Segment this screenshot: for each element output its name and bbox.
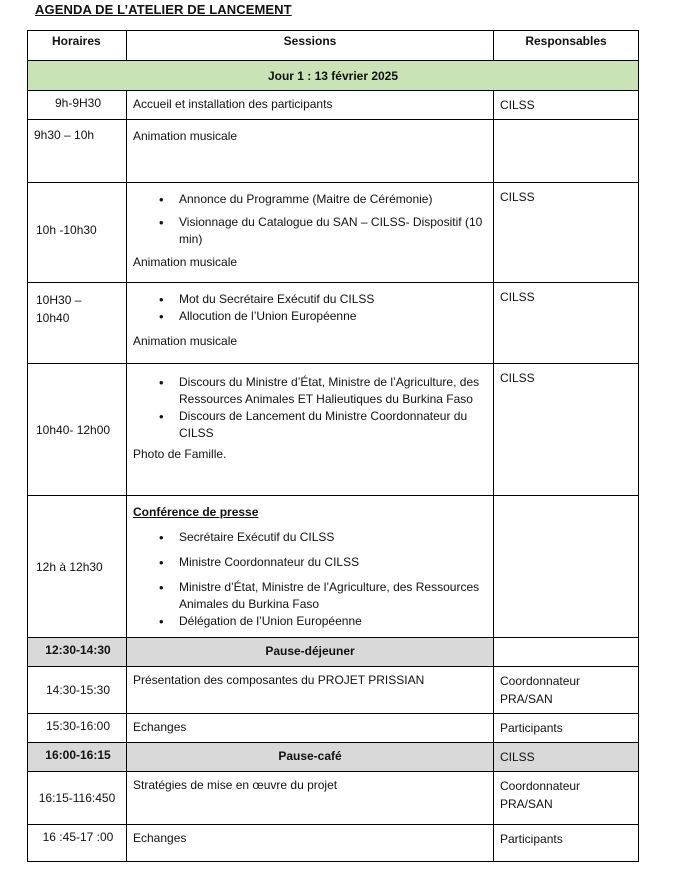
time-cell: 9h30 – 10h [28, 120, 127, 183]
table-row [28, 496, 639, 638]
session-cell: Accueil et installation des participants [127, 91, 494, 120]
time-cell: 12h à 12h30 [28, 496, 127, 638]
list-item: • Discours du Ministre d’État, Ministre de l’Agriculture, des Ressources Animales ET Halieutiques du Burkina Faso [179, 374, 487, 408]
session-cell: Présentation des composantes du PROJET PRISSIAN [127, 667, 494, 714]
time-cell: 10H30 – 10h40 [28, 283, 127, 364]
time-cell: 10h40- 12h00 [28, 364, 127, 496]
header-sessions: Sessions [127, 31, 494, 61]
table-row [28, 772, 639, 825]
resp-cell: Coordonnateur PRA/SAN [494, 667, 639, 714]
time-cell: 16:00-16:15 [28, 743, 127, 772]
time-cell: 15:30-16:00 [28, 714, 127, 743]
time-cell: 10h -10h30 [28, 183, 127, 283]
list-item: • Secrétaire Exécutif du CILSS [179, 529, 487, 546]
resp-cell: CILSS [494, 743, 639, 772]
time-cell: 14:30-15:30 [28, 667, 127, 714]
session-cell: Echanges [127, 825, 494, 862]
agenda-table [27, 30, 639, 862]
resp-cell [494, 638, 639, 667]
table-row [28, 183, 639, 283]
header-responsables: Responsables [494, 31, 639, 61]
pause-row [28, 638, 639, 667]
resp-cell: CILSS [494, 364, 639, 496]
resp-cell [494, 496, 639, 638]
list-item: • Discours de Lancement du Ministre Coordonnateur du CILSS [179, 408, 487, 442]
time-cell: 12:30-14:30 [28, 638, 127, 667]
table-row [28, 120, 639, 183]
table-header-row [28, 31, 639, 61]
day-label: Jour 1 : 13 février 2025 [28, 61, 639, 91]
session-note: Animation musicale [133, 334, 238, 348]
resp-cell: Participants [494, 825, 639, 862]
resp-cell: Coordonnateur PRA/SAN [494, 772, 639, 825]
time-cell: 16 :45-17 :00 [28, 825, 127, 862]
bullet-list [133, 191, 487, 248]
list-item: • Mot du Secrétaire Exécutif du CILSS [179, 291, 487, 308]
pause-row [28, 743, 639, 772]
list-item: • Allocution de l’Union Européenne [179, 308, 487, 325]
table-row [28, 283, 639, 364]
session-cell: Echanges [127, 714, 494, 743]
list-item: • Visionnage du Catalogue du SAN – CILSS- Dispositif (10 min) [179, 214, 487, 248]
session-cell: Pause-café [127, 743, 494, 772]
resp-cell: CILSS [494, 91, 639, 120]
table-row [28, 825, 639, 862]
resp-cell: CILSS [494, 283, 639, 364]
session-note: Animation musicale [133, 255, 238, 269]
press-conference-heading: Conférence de presse [133, 505, 259, 519]
session-cell [127, 496, 494, 638]
session-cell: Pause-déjeuner [127, 638, 494, 667]
list-item: • Annonce du Programme (Maitre de Cérémonie) [179, 191, 487, 208]
table-row [28, 714, 639, 743]
session-note: Photo de Famille. [133, 447, 227, 461]
bullet-list [133, 529, 487, 630]
bullet-list [133, 374, 487, 442]
resp-cell: Participants [494, 714, 639, 743]
list-item: • Ministre Coordonnateur du CILSS [179, 554, 487, 571]
table-row [28, 667, 639, 714]
header-horaires: Horaires [28, 31, 127, 61]
session-cell [127, 364, 494, 496]
bullet-list [133, 291, 487, 325]
session-cell: Stratégies de mise en œuvre du projet [127, 772, 494, 825]
table-row [28, 91, 639, 120]
day-row [28, 61, 639, 91]
session-cell: Animation musicale [127, 120, 494, 183]
list-item: • Ministre d’État, Ministre de l’Agriculture, des Ressources Animales du Burkina Faso [179, 579, 487, 613]
table-row [28, 364, 639, 496]
document-title: AGENDA DE L’ATELIER DE LANCEMENT [35, 2, 292, 17]
resp-cell [494, 120, 639, 183]
time-cell: 9h-9H30 [28, 91, 127, 120]
session-cell [127, 283, 494, 364]
time-cell: 16:15-116:450 [28, 772, 127, 825]
session-cell [127, 183, 494, 283]
list-item: • Délégation de l’Union Européenne [179, 613, 487, 630]
resp-cell: CILSS [494, 183, 639, 283]
